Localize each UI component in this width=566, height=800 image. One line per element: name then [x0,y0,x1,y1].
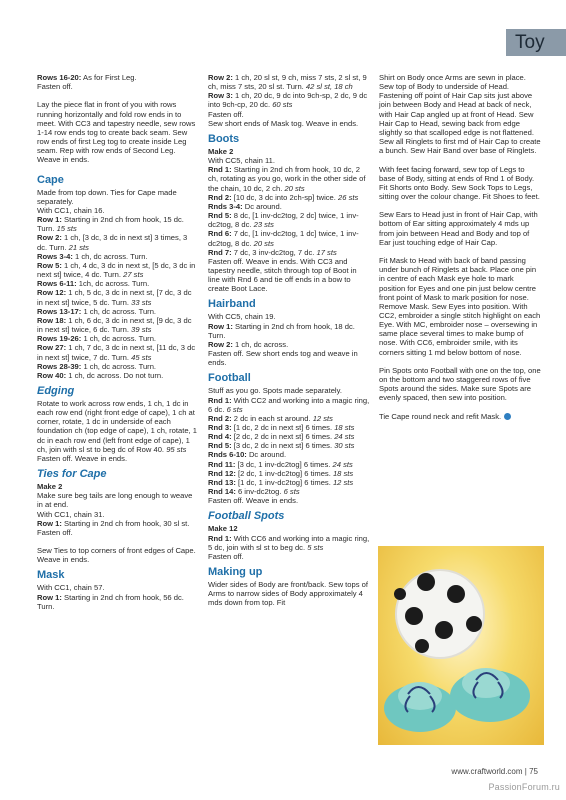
row-label: Rnd 12: [208,468,236,478]
section-heading: Mask [37,569,65,582]
row-text: Starting in 2nd ch from hook, 15 dc. Turn. [37,215,184,234]
instruction-row [208,478,370,487]
stitch-count: 6 sts [283,487,300,497]
row-label: Rnd 13: [208,477,236,487]
row-text: 1 ch, 20 sl st, 9 ch, miss 7 sts, 2 sl st, 9 ch, miss 7 sts, 20 sl st. Turn. [208,73,367,92]
instruction-row [208,450,370,459]
row-label: Row 5: [37,260,62,270]
instruction-row [208,460,370,469]
row-label: Row 18: [37,315,67,325]
row-text: With CC5, chain 11. [208,156,275,166]
instruction-row [208,110,370,119]
row-label: Rnds 6-10: [208,450,247,460]
row-label: Rnd 5: [208,441,232,451]
instruction-row [208,432,370,441]
row-text: [3 dc, 2 dc in next st] 6 times. [231,441,333,451]
instruction-row [208,349,370,367]
row-text: Fasten off. [208,551,244,561]
section-heading: Hairband [208,298,256,311]
row-text: Stuff as you go. Spots made separately. [208,386,342,396]
row-text: [1 dc, 2 dc in next st] 6 times. [231,423,333,432]
row-text: Starting in 2nd ch from hook, 30 sl st. Fasten off. [37,518,190,537]
row-label: Rnd 4: [208,432,232,442]
instruction-row [37,215,199,233]
baby-boots-icon [384,668,530,732]
section-heading: Edging [37,384,75,397]
row-text: Rotate to work across row ends, 1 ch, 1 dc in each row end (right front edge of cape), 1 ch at corner, rotate, 1 dc in underside of each foundation ch (top edge of cape), 1 ch, rotate, 1 dc in each row end (left front edge of cape), 1 ch, join with sl st to beg dc of Row 40. [37,398,197,454]
instruction-row [208,312,370,321]
row-text: Starting in 2nd ch from hook, 10 dc, 2 ch, rotating as you go, work in the other side of the chain, 10 dc, 2 ch. [208,165,366,193]
instruction-row [37,252,199,261]
row-text: Made from top down. Ties for Cape made separately. [37,187,177,206]
row-text: Wider sides of Body are front/back. Sew tops of Arms to narrow sides of Body approximately 4 mds down from top. Fit [208,580,368,608]
column-1 [37,73,199,611]
row-text: 7 dc, [1 inv-dc2tog, 1 dc] twice, 1 inv-dc2tog, 8 dc. [208,229,359,248]
stitch-count: 18 sts [334,423,355,432]
row-text: Fasten off. [37,82,73,92]
paragraph-text: Tie Cape round neck and refit Mask. [379,411,502,421]
row-label: Rnd 6: [208,229,232,239]
instruction-row [37,233,199,251]
row-text: With CC6 and working into a magic ring, 5 dc, join with sl st to beg dc. [208,533,370,552]
instruction-row [37,334,199,343]
stitch-count: 5 sts [307,542,324,552]
row-label: Row 1: [208,321,233,331]
row-label: Rows 3-4: [37,251,73,261]
row-label: Row 2: [208,339,233,349]
row-label: Row 40: [37,370,67,380]
row-text: 1 ch, 5 dc, 3 dc in next st, [7 dc, 3 dc in next st] twice, 5 dc. Turn. [37,288,192,307]
section-heading: Ties for Cape [37,468,107,481]
paragraph: Fit Mask to Head with back of band passing under bunch of Ringlets at back. Place one pin in centre of each Mask eye hole to mark position for Eyes and one pin just below centre front point of Mask to mark position for nose. Remove Mask. Sew Eyes into position. With CC2, embroider a single stitch highlight on each Eye. With MC, embroider nose – oversewing in same place several times to make bump of nose. With CC6, embroider smile, with its corners sitting 1 md below bottom of nose. [379,256,541,357]
stitch-count: 6 sts [226,404,243,414]
instruction-row [208,165,370,192]
paragraph: Sew Ears to Head just in front of Hair Cap, with bottom of Ear sitting approximately 4 mds up from join between Head and Body and top of Ear just touching edge of Hair Cap. [379,210,538,247]
row-text: Fasten off. [208,109,244,119]
instruction-row [208,119,370,128]
instruction-row [208,534,370,552]
instruction-row [208,386,370,395]
instruction-row [37,371,199,380]
row-label: Rows 28-39: [37,361,82,371]
instruction-row [208,248,370,257]
column-2 [208,73,370,608]
section-tag: Toy [506,29,566,56]
row-label: Row 1: [37,518,62,528]
row-label: Row 1: [37,592,62,602]
instruction-row [208,423,370,432]
row-label: Rnds 3-4: [208,201,243,211]
stitch-count: 24 sts [332,459,353,469]
football-and-boots-image [378,546,544,745]
stitch-count: 12 sts [332,477,354,487]
row-text: Starting in 2nd ch from hook, 18 dc. Turn. [208,321,355,340]
instruction-row [208,487,370,496]
column-3 [379,73,541,430]
instruction-row [37,454,199,463]
row-text: Fasten off. Weave in ends. With CC3 and tapestry needle, stitch through top of Boot in line with Rnd 6 and tie off ends in a bow to create Boot Lace. [208,256,357,294]
instruction-row [37,491,199,509]
row-text: 1ch, dc across. Turn. [76,279,150,289]
instruction-row [37,519,199,537]
instruction-row [37,206,199,215]
instruction-row [37,316,199,334]
instruction-row [37,82,199,91]
row-label: Rows 16-20: [37,73,82,82]
instruction-row [37,362,199,371]
stitch-count: 30 sts [334,441,355,451]
row-text: With CC1, chain 57. [37,583,105,593]
row-text: With CC1, chain 31. [37,509,105,519]
stitch-count: 20 sts [253,238,274,248]
footer-separator: | [524,767,527,776]
section-heading: Cape [37,173,64,186]
row-label: Rnd 11: [208,459,236,469]
instruction-row [37,583,199,592]
instruction-row [208,469,370,478]
row-text: 1 ch, dc across. Do not turn. [66,370,164,380]
row-label: Row 2: [208,73,233,82]
row-label: Rnd 1: [208,395,232,405]
stitch-count: 15 sts [56,224,77,234]
instruction-row [37,593,199,611]
instruction-row [208,73,370,91]
instruction-row [208,552,370,561]
row-text: 1 ch, dc across. Turn. [72,251,148,261]
row-text: 1 ch, dc across. Turn. [81,361,157,371]
site-url: www.craftworld.com [451,767,523,776]
row-text: With CC2 and working into a magic ring, 6 dc. [208,395,370,414]
instruction-row [37,399,199,454]
row-label: Rnd 2: [208,192,232,202]
row-text: Fasten off. Weave in ends. [208,496,299,506]
stitch-count: 21 sts [68,242,89,252]
end-mark-icon [504,413,511,420]
row-text: [3 dc, 1 inv-dc2tog] 6 times. [235,459,331,469]
paragraph: Lay the piece flat in front of you with rows running horizontally and fold row ends in to meet. With CC3 and tapestry needle, sew rows 1-14 row ends tog to create back seam. Sew row ends of first Leg tog to create inside Leg seam. Rep with row ends of Second Leg. Weave in ends. [37,100,196,165]
product-photo [378,546,544,745]
stitch-count: 45 sts [131,352,152,362]
make-count: Make 12 [208,524,238,534]
row-label: Row 2: [37,233,62,243]
row-text: [1 dc, 1 inv-dc2tog] 6 times. [235,477,331,487]
row-text: 1 ch, 20 dc, 9 dc into 9ch-sp, 2 dc, 9 dc into 9ch-cp, 20 dc. [208,91,368,110]
make-count: Make 2 [37,482,63,492]
row-text: 1 ch, [3 dc, 3 dc in next st] 3 times, 3 dc. Turn. [37,233,188,252]
paragraph: Pin Spots onto Football with one on the top, one on the bottom and two staggered rows of five Spots around the sides. Make sure Spots are evenly spaced, then sew into position. [379,365,541,403]
row-label: Rnd 3: [208,423,232,432]
section-heading: Boots [208,132,240,145]
instruction-row [37,188,199,206]
instruction-row [208,193,370,202]
stitch-count: 24 sts [334,432,355,442]
instruction-row [37,343,199,361]
row-text: 2 dc in each st around. [231,413,311,423]
instruction-row [37,307,199,316]
watermark: PassionForum.ru [488,782,560,792]
page-number: 75 [529,767,538,776]
stitch-count: 33 sts [131,297,152,307]
stitch-count: 39 sts [131,325,152,335]
stitch-count: 60 sts [272,100,293,110]
stitch-count: 23 sts [253,220,274,230]
row-text: Fasten off. Weave in ends. [37,453,128,463]
row-text: Sew short ends of Mask tog. Weave in ends. [208,118,359,128]
stitch-count: 26 sts [338,192,359,202]
instruction-row [208,91,370,109]
row-label: Rows 6-11: [37,279,77,289]
section-heading: Football Spots [208,510,285,523]
stitch-count: 42 sl st, 18 ch [305,82,353,92]
row-label: Row 27: [37,343,67,353]
stitch-count: 18 sts [332,468,354,478]
instruction-row [208,202,370,211]
instruction-row [208,414,370,423]
section-heading: Making up [208,566,263,579]
instruction-row [37,73,199,82]
row-text: Fasten off. Sew short ends tog and weave in ends. [208,349,358,368]
stitch-count: 27 sts [123,270,144,280]
stitch-count: 12 sts [312,413,333,423]
row-text: 1 ch, dc across. Turn. [81,306,157,316]
instruction-row [208,211,370,229]
row-text: 8 dc, [1 inv-dc2tog, 2 dc] twice, 1 inv-dc2tog, 8 dc. [208,211,359,230]
row-text: 6 inv-dc2tog. [235,487,282,497]
page-footer [451,767,538,776]
instruction-row [208,396,370,414]
instruction-row [208,156,370,165]
instruction-row [208,441,370,450]
row-text: As for First Leg. [81,73,137,82]
paragraph: Shirt on Body once Arms are sewn in place. Sew top of Body to underside of Head. Fastening off point of Hair Cap sits just above join between Body and Head at back of neck, with Hair Cap angled up at front of Head. Sew Hair Cap to Head, sewing back from edge slightly so that scalloped edge is not flattened. Sew all Ringlets to first md of Hair Cap to create a bunch. Sew Hair Band over base of Ringlets. [379,73,541,156]
instruction-row [208,340,370,349]
row-text: 1 ch, dc across. [232,339,289,349]
row-text: 1 ch, dc across. Turn. [81,334,157,344]
row-text: Sew Ties to top corners of front edges of Cape. Weave in ends. [37,546,196,565]
instruction-row [37,510,199,519]
paragraph: With feet facing forward, sew top of Legs to base of Body, sitting at ends of Rnd 1 of Body. Fit Shorts onto Body. Sew Sock Tops to Legs, sitting over the colour change. Fit Shoes to feet. [379,164,540,202]
row-label: Rnd 5: [208,211,232,221]
row-text: [2 dc, 2 dc in next st] 6 times. [231,432,333,442]
row-text: 1 ch, 7 dc, 3 dc in next st, [11 dc, 3 dc in next st] twice, 7 dc. Turn. [37,343,196,362]
instruction-row [208,229,370,247]
row-text: With CC1, chain 16. [37,206,105,215]
row-label: Row 3: [208,91,233,101]
instruction-row [37,546,199,564]
row-label: Rnd 14: [208,487,236,497]
instruction-row [208,257,370,294]
section-heading: Football [208,372,251,385]
stitch-count: 17 sts [316,247,337,257]
instruction-row [37,288,199,306]
instruction-row [37,279,199,288]
row-label: Rnd 7: [208,247,232,257]
row-text: 7 dc, 3 inv-dc2tog, 7 dc. [231,247,315,257]
instruction-row [208,580,370,607]
row-label: Rows 19-26: [37,334,82,344]
row-label: Row 12: [37,288,67,298]
row-text: Dc around. [242,201,282,211]
instruction-row [208,496,370,505]
row-label: Rows 13-17: [37,306,82,316]
row-text: [10 dc, 3 dc into 2ch-sp] twice. [231,192,336,202]
row-label: Rnd 1: [208,165,232,175]
instruction-row [208,322,370,340]
row-text: [2 dc, 1 inv-dc2tog] 6 times. [235,468,331,478]
row-text: Make sure beg tails are long enough to weave in at end. [37,491,193,510]
row-label: Rnd 1: [208,533,232,543]
row-label: Rnd 2: [208,413,232,423]
row-text: Dc around. [246,450,287,460]
make-count: Make 2 [208,146,234,156]
paragraph-end [379,412,541,421]
stitch-count: 20 sts [284,183,305,193]
instruction-row [37,261,199,279]
row-text: With CC5, chain 19. [208,312,276,322]
row-label: Row 1: [37,215,62,225]
football-icon [394,570,484,658]
stitch-count: 95 sts [166,444,187,454]
row-text: 1 ch, 6 dc, 3 dc in next st, [9 dc, 3 dc in next st] twice, 6 dc. Turn. [37,315,192,335]
row-text: 1 ch, 4 dc, 3 dc in next st, [5 dc, 3 dc in next st] twice, 4 dc. Turn. [37,260,196,280]
row-text: Starting in 2nd ch from hook, 56 dc. Turn. [37,592,184,611]
